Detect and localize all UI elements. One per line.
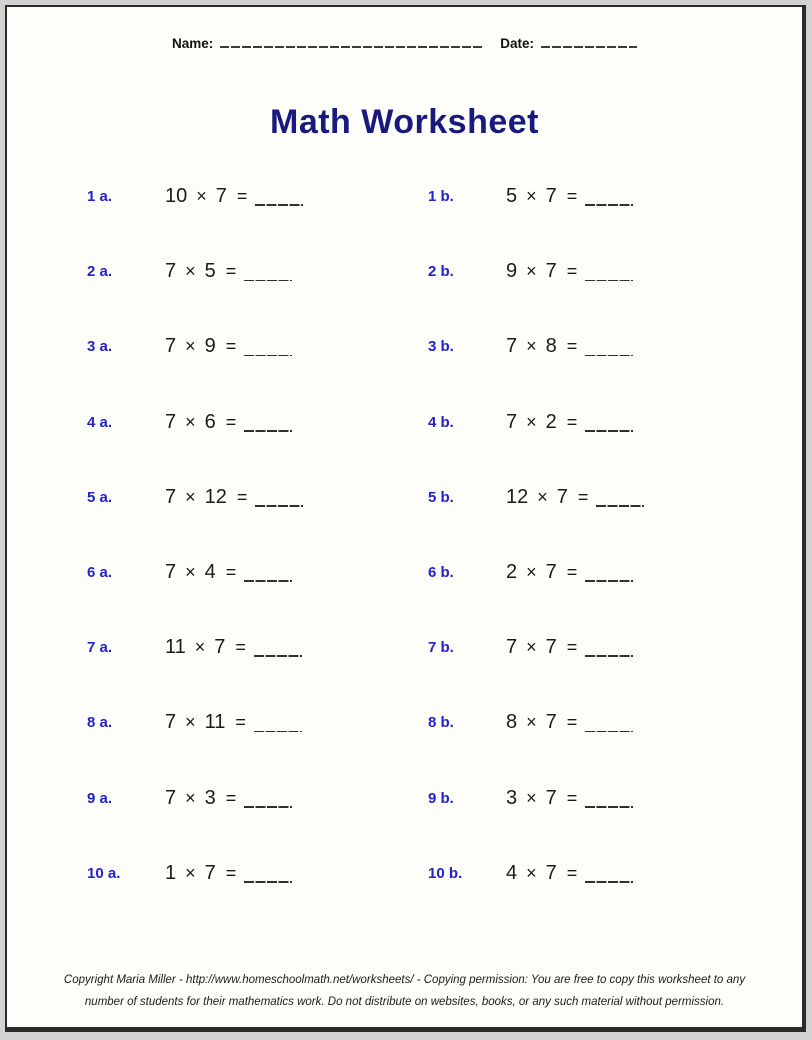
factor-left: 3 — [506, 786, 518, 809]
factor-left: 5 — [506, 185, 518, 207]
factor-right: 7 — [204, 861, 216, 884]
answer-blank — [585, 416, 633, 432]
problem-7a — [87, 636, 428, 711]
name-label: Name: — [171, 36, 214, 51]
times-icon: × — [185, 336, 196, 357]
page-title: Math Worksheet — [270, 103, 539, 141]
factor-left: 2 — [506, 560, 518, 583]
answer-blank — [596, 491, 644, 507]
problem-number: 1 a. — [87, 188, 113, 205]
times-icon: × — [526, 561, 537, 582]
factor-right: 3 — [204, 786, 216, 809]
equals-sign: = — [225, 561, 237, 582]
problem-10a — [87, 862, 428, 937]
problem-8a — [87, 711, 428, 786]
answer-blank — [585, 265, 633, 281]
equation — [506, 636, 633, 659]
copyright-line-2: number of students for their mathematics work. Do not distribute on websites, books, or any such material without permission. — [84, 996, 725, 1008]
equation — [165, 486, 303, 509]
equals-sign: = — [566, 712, 578, 733]
answer-blank — [244, 416, 292, 432]
equals-sign: = — [236, 486, 248, 507]
times-icon: × — [185, 261, 196, 282]
equation — [506, 486, 644, 509]
factor-right: 12 — [204, 485, 227, 508]
problem-1a — [87, 185, 428, 260]
factor-right: 8 — [545, 335, 557, 358]
equation — [165, 711, 302, 734]
factor-left: 1 — [165, 861, 177, 884]
equation — [165, 862, 292, 885]
factor-right: 7 — [556, 485, 568, 508]
answer-blank — [244, 265, 292, 281]
factor-left: 7 — [165, 786, 177, 809]
factor-right: 4 — [204, 560, 216, 583]
problem-9a — [87, 787, 428, 862]
factor-left: 7 — [165, 485, 177, 508]
factor-left: 7 — [165, 560, 177, 583]
problem-number: 3 a. — [87, 338, 113, 356]
problem-number: 4 b. — [428, 413, 454, 431]
problem-4a — [87, 411, 428, 486]
problem-number: 10 a. — [87, 864, 121, 882]
times-icon: × — [526, 186, 537, 206]
factor-right: 2 — [545, 410, 557, 433]
problem-3a — [87, 335, 428, 410]
problem-number: 9 a. — [87, 789, 113, 807]
answer-blank — [585, 792, 633, 808]
times-icon: × — [185, 712, 196, 733]
factor-left: 7 — [165, 711, 177, 734]
equals-sign: = — [566, 411, 578, 432]
answer-blank — [254, 716, 302, 732]
answer-blank — [585, 190, 633, 206]
factor-right: 7 — [545, 636, 557, 659]
times-icon: × — [526, 637, 537, 658]
factor-left: 7 — [165, 260, 177, 283]
equation — [165, 260, 292, 283]
problem-number: 8 b. — [428, 714, 454, 732]
equals-sign: = — [566, 261, 578, 282]
problem-number: 6 a. — [87, 563, 113, 581]
problem-number: 6 b. — [428, 563, 454, 581]
equals-sign: = — [566, 561, 578, 582]
factor-left: 9 — [506, 260, 518, 283]
times-icon: × — [194, 637, 206, 658]
factor-right: 7 — [545, 185, 557, 207]
answer-blank — [255, 190, 303, 206]
answer-blank — [254, 641, 302, 657]
factor-left: 8 — [506, 711, 518, 734]
equation — [165, 335, 292, 358]
factor-right: 7 — [545, 560, 557, 583]
times-icon: × — [185, 561, 196, 582]
equals-sign: = — [566, 637, 578, 658]
problem-3b — [428, 335, 772, 410]
equation — [165, 185, 303, 208]
equation — [506, 411, 633, 434]
equals-sign: = — [225, 336, 237, 357]
equals-sign: = — [225, 261, 237, 282]
problem-5b — [428, 486, 772, 561]
factor-right: 7 — [214, 636, 226, 659]
equals-sign: = — [235, 712, 246, 733]
problem-number: 2 b. — [428, 263, 454, 281]
factor-right: 5 — [204, 260, 216, 283]
factor-right: 7 — [545, 260, 557, 283]
factor-left: 7 — [506, 636, 518, 659]
problem-5a — [87, 486, 428, 561]
problem-1b — [428, 185, 772, 260]
problem-number: 2 a. — [87, 263, 113, 281]
factor-left: 12 — [506, 485, 529, 508]
equals-sign: = — [566, 862, 578, 883]
problem-number: 7 a. — [87, 639, 113, 657]
factor-left: 4 — [506, 861, 518, 884]
answer-blank — [244, 566, 292, 582]
equals-sign: = — [235, 637, 246, 658]
equals-sign: = — [566, 186, 578, 206]
name-blank-line — [220, 34, 482, 48]
factor-left: 7 — [165, 335, 177, 358]
equals-sign: = — [225, 787, 237, 808]
equation — [506, 787, 633, 810]
factor-right: 6 — [204, 410, 216, 433]
times-icon: × — [185, 787, 196, 808]
equation — [506, 335, 633, 358]
problem-number: 7 b. — [428, 639, 454, 657]
equals-sign: = — [236, 186, 248, 206]
times-icon: × — [526, 787, 537, 808]
answer-blank — [585, 340, 633, 356]
factor-right: 7 — [545, 786, 557, 809]
date-blank-line — [541, 34, 637, 48]
factor-left: 10 — [165, 185, 188, 207]
date-label: Date: — [500, 36, 535, 51]
problem-10b — [428, 862, 772, 937]
factor-right: 11 — [204, 711, 226, 734]
problem-2a — [87, 260, 428, 335]
equation — [506, 260, 633, 283]
problem-number: 9 b. — [428, 789, 454, 807]
answer-blank — [585, 716, 633, 732]
problem-7b — [428, 636, 772, 711]
problem-number: 10 b. — [428, 864, 463, 882]
worksheet-header — [7, 34, 802, 51]
problem-number: 5 b. — [428, 488, 454, 506]
factor-right: 9 — [204, 335, 216, 358]
factor-left: 11 — [165, 636, 186, 659]
problem-number: 1 b. — [428, 188, 454, 205]
equation — [165, 636, 302, 659]
equation — [506, 561, 633, 584]
times-icon: × — [185, 411, 196, 432]
equals-sign: = — [225, 862, 237, 883]
answer-blank — [255, 491, 303, 507]
equals-sign: = — [225, 411, 237, 432]
factor-right: 7 — [545, 861, 557, 884]
times-icon: × — [196, 186, 207, 206]
copyright-footer — [7, 969, 802, 1013]
copyright-line-1: Copyright Maria Miller - http://www.homeschoolmath.net/worksheets/ - Copying permission: You are free to copy this worksheet to any — [63, 974, 746, 986]
problem-9b — [428, 787, 772, 862]
times-icon: × — [185, 486, 196, 507]
times-icon: × — [526, 411, 537, 432]
factor-left: 7 — [506, 335, 518, 358]
worksheet-page — [5, 5, 806, 1032]
problem-number: 8 a. — [87, 714, 113, 732]
equals-sign: = — [577, 486, 589, 507]
equals-sign: = — [566, 787, 578, 808]
problem-8b — [428, 711, 772, 786]
problems-grid — [87, 185, 772, 937]
answer-blank — [585, 641, 633, 657]
equation — [506, 711, 633, 734]
answer-blank — [244, 792, 292, 808]
equation — [165, 787, 292, 810]
times-icon: × — [537, 486, 548, 507]
times-icon: × — [526, 862, 537, 883]
times-icon: × — [526, 712, 537, 733]
problem-6b — [428, 561, 772, 636]
equation — [165, 561, 292, 584]
equation — [506, 862, 633, 885]
equation — [506, 185, 633, 208]
factor-left: 7 — [506, 410, 518, 433]
times-icon: × — [185, 862, 196, 883]
answer-blank — [244, 867, 292, 883]
equation — [165, 411, 292, 434]
problem-6a — [87, 561, 428, 636]
problem-number: 3 b. — [428, 338, 454, 356]
factor-right: 7 — [545, 711, 557, 734]
answer-blank — [244, 340, 292, 356]
factor-left: 7 — [165, 410, 177, 433]
problem-2b — [428, 260, 772, 335]
factor-right: 7 — [215, 185, 227, 207]
problem-4b — [428, 411, 772, 486]
equals-sign: = — [566, 336, 578, 357]
times-icon: × — [526, 336, 537, 357]
problem-number: 4 a. — [87, 413, 113, 431]
times-icon: × — [526, 261, 537, 282]
answer-blank — [585, 566, 633, 582]
answer-blank — [585, 867, 633, 883]
problem-number: 5 a. — [87, 488, 113, 506]
